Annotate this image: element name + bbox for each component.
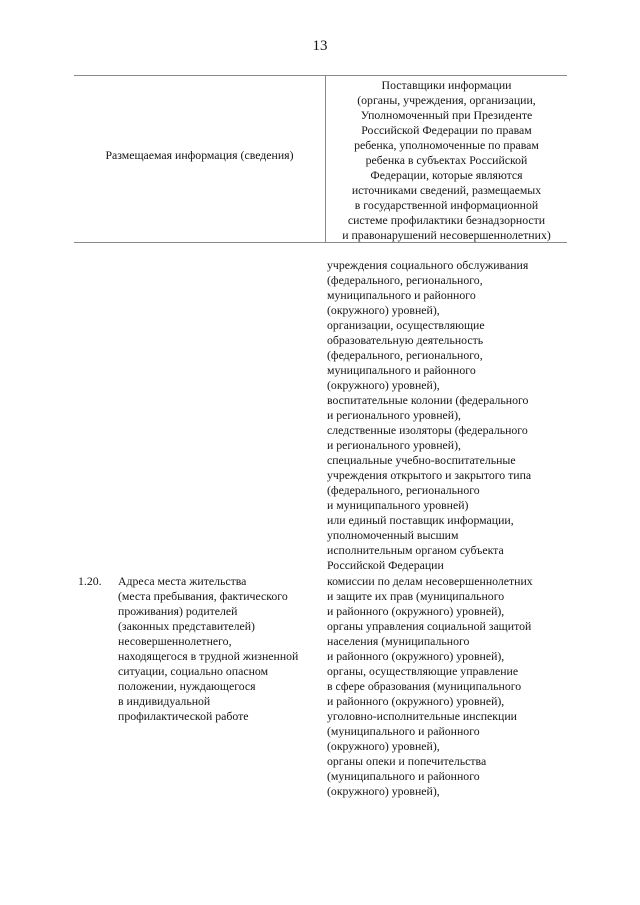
- provider-line: (окружного) уровней),: [327, 784, 440, 798]
- info-line: профилактической работе: [118, 709, 249, 723]
- provider-line: уполномоченный высшим: [327, 528, 459, 542]
- provider-line: комиссии по делам несовершеннолетних: [327, 574, 533, 588]
- provider-line: (федерального, регионального,: [327, 273, 483, 287]
- provider-line: и районного (окружного) уровней),: [327, 694, 505, 708]
- provider-line: и муниципального уровней): [327, 498, 469, 512]
- info-line: Адреса места жительства: [118, 574, 247, 588]
- provider-line: муниципального и районного: [327, 288, 476, 302]
- info-line: ситуации, социально опасном: [118, 664, 269, 678]
- provider-line: (федерального, регионального: [327, 483, 480, 497]
- provider-line: органы опеки и попечительства: [327, 754, 487, 768]
- provider-line: муниципального и районного: [327, 363, 476, 377]
- info-line: несовершеннолетнего,: [118, 634, 232, 648]
- info-column-header: Размещаемая информация (сведения): [105, 148, 294, 162]
- provider-line: и районного (окружного) уровней),: [327, 604, 505, 618]
- info-line: положении, нуждающегося: [118, 679, 256, 693]
- row-number: 1.20.: [78, 574, 102, 588]
- provider-line: и районного (окружного) уровней),: [327, 649, 505, 663]
- provider-line: специальные учебно-воспитательные: [327, 453, 516, 467]
- provider-line: (окружного) уровней),: [327, 739, 440, 753]
- provider-line: (муниципального и районного: [327, 769, 480, 783]
- page-number: 13: [312, 38, 328, 54]
- info-line: (законных представителей): [118, 619, 255, 633]
- provider-line: следственные изоляторы (федерального: [327, 423, 528, 437]
- provider-line: воспитательные колонии (федерального: [327, 393, 529, 407]
- provider-line: (федерального, регионального,: [327, 348, 483, 362]
- provider-line: учреждения открытого и закрытого типа: [327, 468, 532, 482]
- header-line: (органы, учреждения, организации,: [357, 93, 536, 107]
- header-line: в государственной информационной: [354, 198, 539, 212]
- header-line: Поставщики информации: [381, 78, 512, 92]
- info-line: (места пребывания, фактического: [118, 589, 288, 603]
- info-line: находящегося в трудной жизненной: [118, 649, 299, 663]
- header-line: и правонарушений несовершеннолетних): [342, 228, 551, 242]
- provider-line: (муниципального и районного: [327, 724, 480, 738]
- provider-line: и защите их прав (муниципального: [327, 589, 505, 603]
- continued-providers-cell: [327, 258, 531, 573]
- header-line: ребенка, уполномоченные по правам: [354, 138, 539, 152]
- table-top-rule: [74, 75, 567, 76]
- info-line: проживания) родителей: [118, 604, 238, 618]
- provider-line: населения (муниципального: [327, 634, 470, 648]
- header-line: системе профилактики безнадзорности: [347, 213, 546, 227]
- provider-line: и регионального уровней),: [327, 408, 461, 422]
- providers-column-header: [326, 78, 567, 243]
- header-line: источниками сведений, размещаемых: [351, 183, 542, 197]
- provider-line: в сфере образования (муниципального: [327, 679, 522, 693]
- provider-line: уголовно-исполнительные инспекции: [327, 709, 517, 723]
- header-line: Федерации, которые являются: [370, 168, 523, 182]
- provider-line: или единый поставщик информации,: [327, 513, 514, 527]
- provider-line: (окружного) уровней),: [327, 303, 440, 317]
- provider-line: органы, осуществляющие управление: [327, 664, 519, 678]
- provider-line: (окружного) уровней),: [327, 378, 440, 392]
- provider-line: исполнительным органом субъекта: [327, 543, 504, 557]
- provider-line: органы управления социальной защитой: [327, 619, 532, 633]
- provider-line: и регионального уровней),: [327, 438, 461, 452]
- header-line: Российской Федерации по правам: [361, 123, 532, 137]
- provider-line: организации, осуществляющие: [327, 318, 485, 332]
- row-providers-cell: [327, 574, 533, 799]
- info-line: в индивидуальной: [118, 694, 211, 708]
- header-line: Уполномоченный при Президенте: [360, 108, 533, 122]
- provider-line: образовательную деятельность: [327, 333, 484, 347]
- provider-line: Российской Федерации: [327, 558, 444, 572]
- header-line: ребенка в субъектах Российской: [365, 153, 528, 167]
- provider-line: учреждения социального обслуживания: [327, 258, 529, 272]
- row-info-cell: [118, 574, 298, 724]
